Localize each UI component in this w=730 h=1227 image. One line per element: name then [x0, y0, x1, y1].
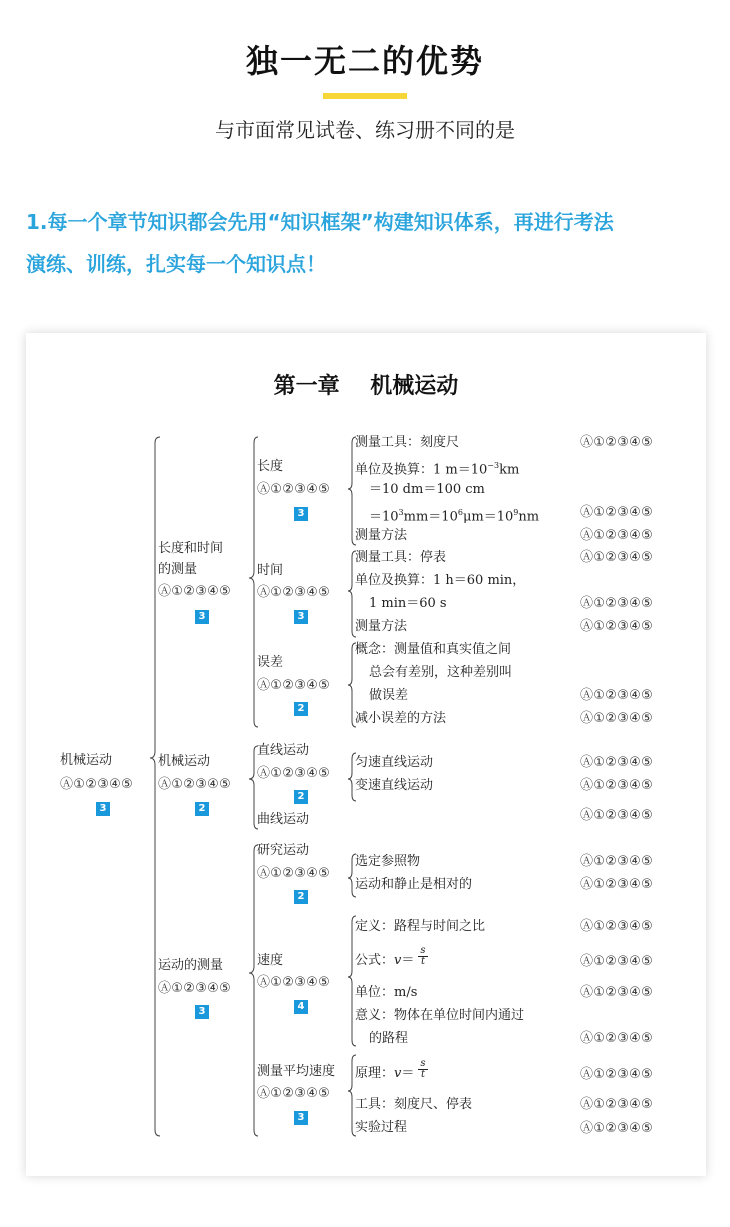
error-badge: 2 — [294, 702, 308, 716]
speed-definition: 定义：路程与时间之比 — [355, 919, 486, 934]
intro-line-1: 1.每一个章节知识都会先用“知识框架”构建知识体系，再进行考法 — [26, 210, 614, 234]
curve-label: 曲线运动 — [257, 812, 310, 827]
sec1-badge: 3 — [195, 610, 209, 624]
study-reference-marks: Ⓐ①②③④⑤ — [580, 854, 654, 869]
error-marks: Ⓐ①②③④⑤ — [257, 678, 331, 693]
time-marks: Ⓐ①②③④⑤ — [257, 585, 331, 600]
avg-badge: 3 — [294, 1111, 308, 1125]
speed-label: 速度 — [257, 953, 284, 968]
error-concept-1: 概念：测量值和真实值之间 — [355, 642, 512, 657]
speed-fraction: $\frac{s}{t}$ — [418, 946, 428, 967]
avg-process: 实验过程 — [355, 1120, 408, 1135]
error-reduce: 减小误差的方法 — [355, 711, 447, 726]
error-reduce-marks: Ⓐ①②③④⑤ — [580, 711, 654, 726]
sec2-badge: 2 — [195, 802, 209, 816]
avg-marks: Ⓐ①②③④⑤ — [257, 1086, 331, 1101]
time-tool: 测量工具：停表 — [355, 550, 447, 565]
linear-badge: 2 — [294, 790, 308, 804]
speed-meaning-1: 意义：物体在单位时间内通过 — [355, 1008, 525, 1023]
speed-badge: 4 — [294, 1000, 308, 1014]
length-tool: 测量工具：刻度尺 — [355, 435, 460, 450]
time-label: 时间 — [257, 563, 284, 578]
linear-label: 直线运动 — [257, 743, 310, 758]
avg-fraction: $\frac{s}{t}$ — [418, 1059, 428, 1080]
length-unit-3: $=10^3mm=10^6\mu m=10^9nm$ — [369, 508, 540, 525]
linear-variable-marks: Ⓐ①②③④⑤ — [580, 778, 654, 793]
time-method: 测量方法 — [355, 619, 408, 634]
chapter-title: 第一章 机械运动 — [273, 373, 459, 399]
time-unit-marks: Ⓐ①②③④⑤ — [580, 596, 654, 611]
page-title: 独一无二的优势 — [245, 42, 484, 80]
speed-unit: 单位：m/s — [355, 985, 418, 1000]
curve-marks: Ⓐ①②③④⑤ — [580, 808, 654, 823]
length-unit-1: 单位及换算：1 $m=10^{-3}km$ — [355, 461, 520, 478]
sec2-marks: Ⓐ①②③④⑤ — [158, 777, 232, 792]
time-method-marks: Ⓐ①②③④⑤ — [580, 619, 654, 634]
avg-principle: 原理：v＝ — [355, 1066, 415, 1081]
linear-marks: Ⓐ①②③④⑤ — [257, 766, 331, 781]
speed-unit-marks: Ⓐ①②③④⑤ — [580, 985, 654, 1000]
study-label: 研究运动 — [257, 843, 310, 858]
sec2-label: 机械运动 — [158, 754, 211, 769]
avg-label: 测量平均速度 — [257, 1064, 336, 1079]
error-concept-2: 总会有差别，这种差别叫 — [369, 665, 513, 680]
sec1-label-1: 长度和时间 — [158, 541, 224, 556]
time-unit-2: 1 min＝60 s — [369, 596, 447, 611]
avg-principle-marks: Ⓐ①②③④⑤ — [580, 1067, 654, 1082]
length-badge: 3 — [294, 507, 308, 521]
speed-formula-marks: Ⓐ①②③④⑤ — [580, 954, 654, 969]
error-concept-marks: Ⓐ①②③④⑤ — [580, 688, 654, 703]
title-underline — [323, 93, 407, 99]
error-label: 误差 — [257, 655, 284, 670]
speed-marks: Ⓐ①②③④⑤ — [257, 975, 331, 990]
linear-uniform: 匀速直线运动 — [355, 755, 434, 770]
avg-tools: 工具：刻度尺、停表 — [355, 1097, 473, 1112]
linear-variable: 变速直线运动 — [355, 778, 434, 793]
speed-definition-marks: Ⓐ①②③④⑤ — [580, 919, 654, 934]
length-tool-marks: Ⓐ①②③④⑤ — [580, 435, 654, 450]
time-tool-marks: Ⓐ①②③④⑤ — [580, 550, 654, 565]
speed-meaning-2: 的路程 — [369, 1031, 409, 1046]
study-relative: 运动和静止是相对的 — [355, 877, 473, 892]
study-relative-marks: Ⓐ①②③④⑤ — [580, 877, 654, 892]
sec3-label: 运动的测量 — [158, 958, 224, 973]
root-badge: 3 — [96, 802, 110, 816]
study-marks: Ⓐ①②③④⑤ — [257, 866, 331, 881]
time-unit-1: 单位及换算：1 h＝60 min， — [355, 573, 526, 588]
length-method-marks: Ⓐ①②③④⑤ — [580, 528, 654, 543]
knowledge-framework-card — [26, 333, 706, 1176]
length-label: 长度 — [257, 459, 284, 474]
sec3-marks: Ⓐ①②③④⑤ — [158, 981, 232, 996]
intro-line-2: 演练、训练，扎实每一个知识点！ — [26, 252, 326, 276]
study-badge: 2 — [294, 890, 308, 904]
root-label: 机械运动 — [60, 753, 113, 768]
study-reference: 选定参照物 — [355, 854, 421, 869]
sec1-marks: Ⓐ①②③④⑤ — [158, 584, 232, 599]
avg-process-marks: Ⓐ①②③④⑤ — [580, 1121, 654, 1136]
length-method: 测量方法 — [355, 528, 408, 543]
length-unit-marks: Ⓐ①②③④⑤ — [580, 505, 654, 520]
root-marks: Ⓐ①②③④⑤ — [60, 777, 134, 792]
sec3-badge: 3 — [195, 1005, 209, 1019]
length-unit-2: ＝10 dm＝100 cm — [369, 482, 485, 497]
sec1-label-2: 的测量 — [158, 562, 198, 577]
length-marks: Ⓐ①②③④⑤ — [257, 482, 331, 497]
linear-uniform-marks: Ⓐ①②③④⑤ — [580, 755, 654, 770]
page-subtitle: 与市面常见试卷、练习册不同的是 — [215, 118, 515, 142]
speed-formula: 公式：v＝ — [355, 953, 415, 968]
time-badge: 3 — [294, 610, 308, 624]
avg-tools-marks: Ⓐ①②③④⑤ — [580, 1097, 654, 1112]
speed-meaning-marks: Ⓐ①②③④⑤ — [580, 1031, 654, 1046]
error-concept-3: 做误差 — [369, 688, 409, 703]
